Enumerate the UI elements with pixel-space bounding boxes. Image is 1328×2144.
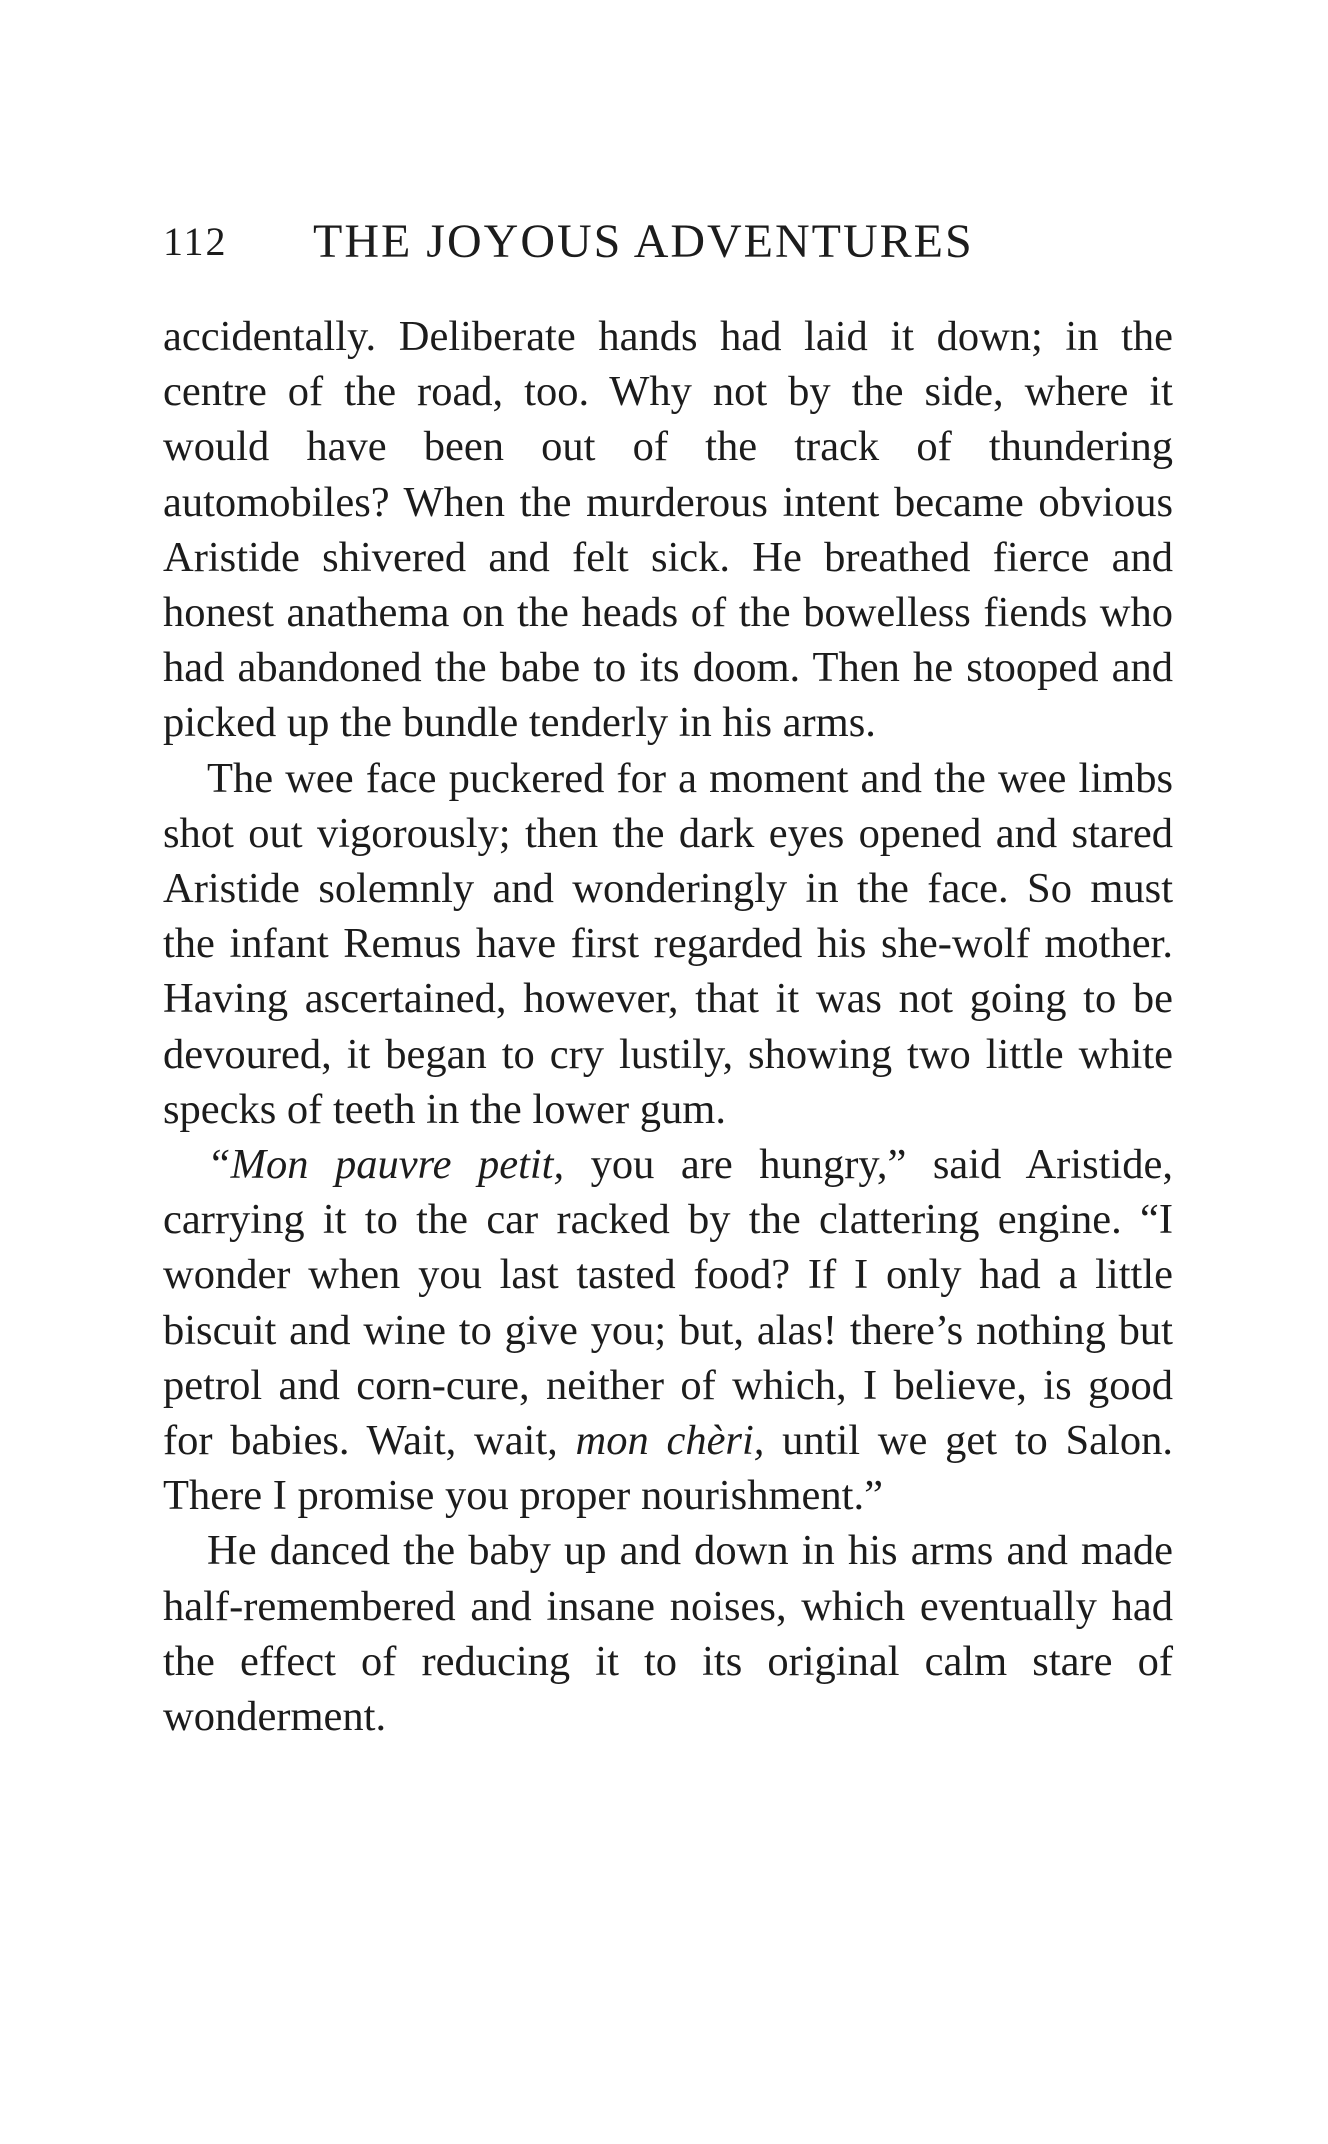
paragraph-3 xyxy=(163,1137,1173,1523)
italic-phrase-mon-pauvre-petit: “Mon pauvre petit, xyxy=(207,1141,565,1189)
paragraph-2-text: The wee face puckered for a moment and the wee limbs shot out vigorously; then the dark eyes opened and stared Aristide solemnly and wonderingly in the face. So must the infant Remus have first regarded his she-wolf mother. Having ascertained, however, that it was not going to be devoured, it began to cry lustily, showing two little white specks of teeth in the lower gum. xyxy=(163,754,1173,1133)
paragraph-1 xyxy=(163,309,1173,751)
paragraph-3-text-a: you are hungry,” said Aristide, carrying it to the car racked by the clattering engine. “I wonder when you last tasted food? If I only had a little biscuit and wine to give you; but, alas! there’s nothing but petrol and corn-cure, neither of which, I believe, is good for babies. Wait, wait, xyxy=(163,1141,1173,1465)
body-text xyxy=(163,309,1173,1744)
paragraph-4 xyxy=(163,1523,1173,1744)
paragraph-1-text: accidentally. Deliberate hands had laid it down; in the centre of the road, too. Why not by the side, where it would have been out of the track of thundering automobiles? When the murderous intent became obvious Aristide shivered and felt sick. He breathed fierce and honest anathema on the heads of the bowelless fiends who had abandoned the babe to its doom. Then he stooped and picked up the bundle tenderly in his arms. xyxy=(163,313,1173,747)
paragraph-4-text: He danced the baby up and down in his arms and made half-remembered and insane noises, which eventually had the effect of reducing it to its original calm stare of wonderment. xyxy=(163,1527,1173,1741)
running-title: THE JOYOUS ADVENTURES xyxy=(313,215,974,268)
paragraph-2 xyxy=(163,751,1173,1137)
italic-phrase-mon-cheri: mon chèri, xyxy=(575,1417,765,1465)
page-number: 112 xyxy=(163,219,228,264)
paragraph-3-text-b: until we get to Salon. There I promise you proper nourishment.” xyxy=(163,1417,1173,1520)
running-head xyxy=(163,212,1173,272)
